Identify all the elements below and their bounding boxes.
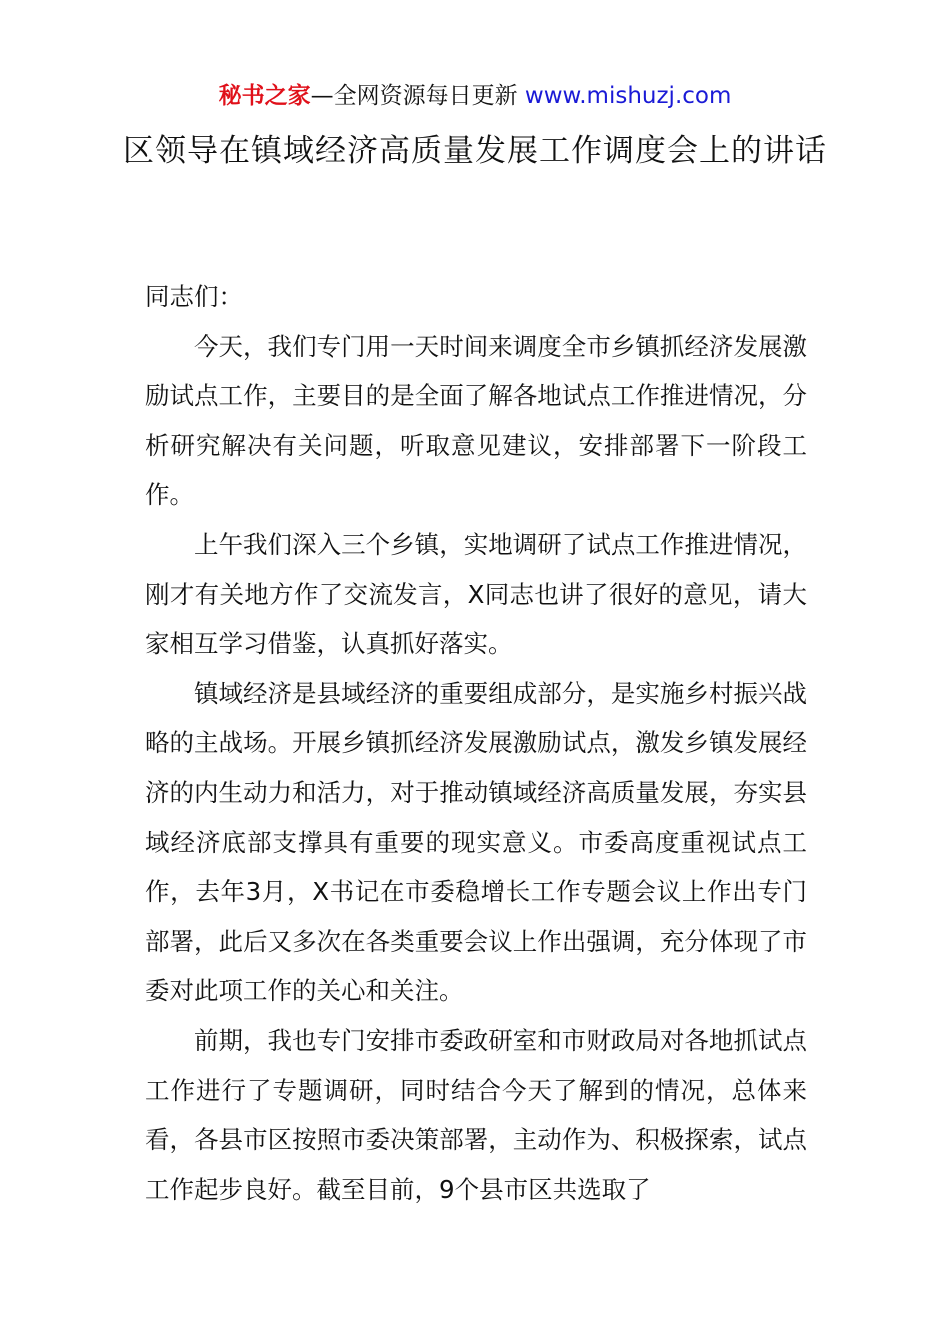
document-title: 区领导在镇域经济高质量发展工作调度会上的讲话 [123, 133, 827, 169]
site-header [0, 80, 950, 112]
document-body [145, 272, 807, 1214]
paragraph-4: 前期，我也专门安排市委政研室和市财政局对各地抓试点工作进行了专题调研，同时结合今天了解到的情况，总体来看，各县市区按照市委决策部署，主动作为、积极探索，试点工作起步良好。截至目前，9个县市区共选取了 [145, 1025, 807, 1204]
site-url-link[interactable]: www.mishuzj.com [524, 83, 732, 109]
brand-name: 秘书之家 [218, 83, 311, 109]
salutation: 同志们： [145, 282, 243, 311]
paragraph-3: 镇域经济是县域经济的重要组成部分，是实施乡村振兴战略的主战场。开展乡镇抓经济发展激励试点，激发乡镇发展经济的内生动力和活力，对于推动镇域经济高质量发展，夯实县域经济底部支撑具有重要的现实意义。市委高度重视试点工作，去年3月，X书记在市委稳增长工作专题会议上作出专门部署，此后又多次在各类重要会议上作出强调，充分体现了市委对此项工作的关心和关注。 [145, 678, 807, 1006]
paragraph-1: 今天，我们专门用一天时间来调度全市乡镇抓经济发展激励试点工作，主要目的是全面了解各地试点工作推进情况，分析研究解决有关问题，听取意见建议，安排部署下一阶段工作。 [145, 331, 807, 510]
site-tagline: —全网资源每日更新 [310, 83, 525, 109]
paragraph-2: 上午我们深入三个乡镇，实地调研了试点工作推进情况，刚才有关地方作了交流发言，X同志也讲了很好的意见，请大家相互学习借鉴，认真抓好落实。 [145, 529, 807, 659]
